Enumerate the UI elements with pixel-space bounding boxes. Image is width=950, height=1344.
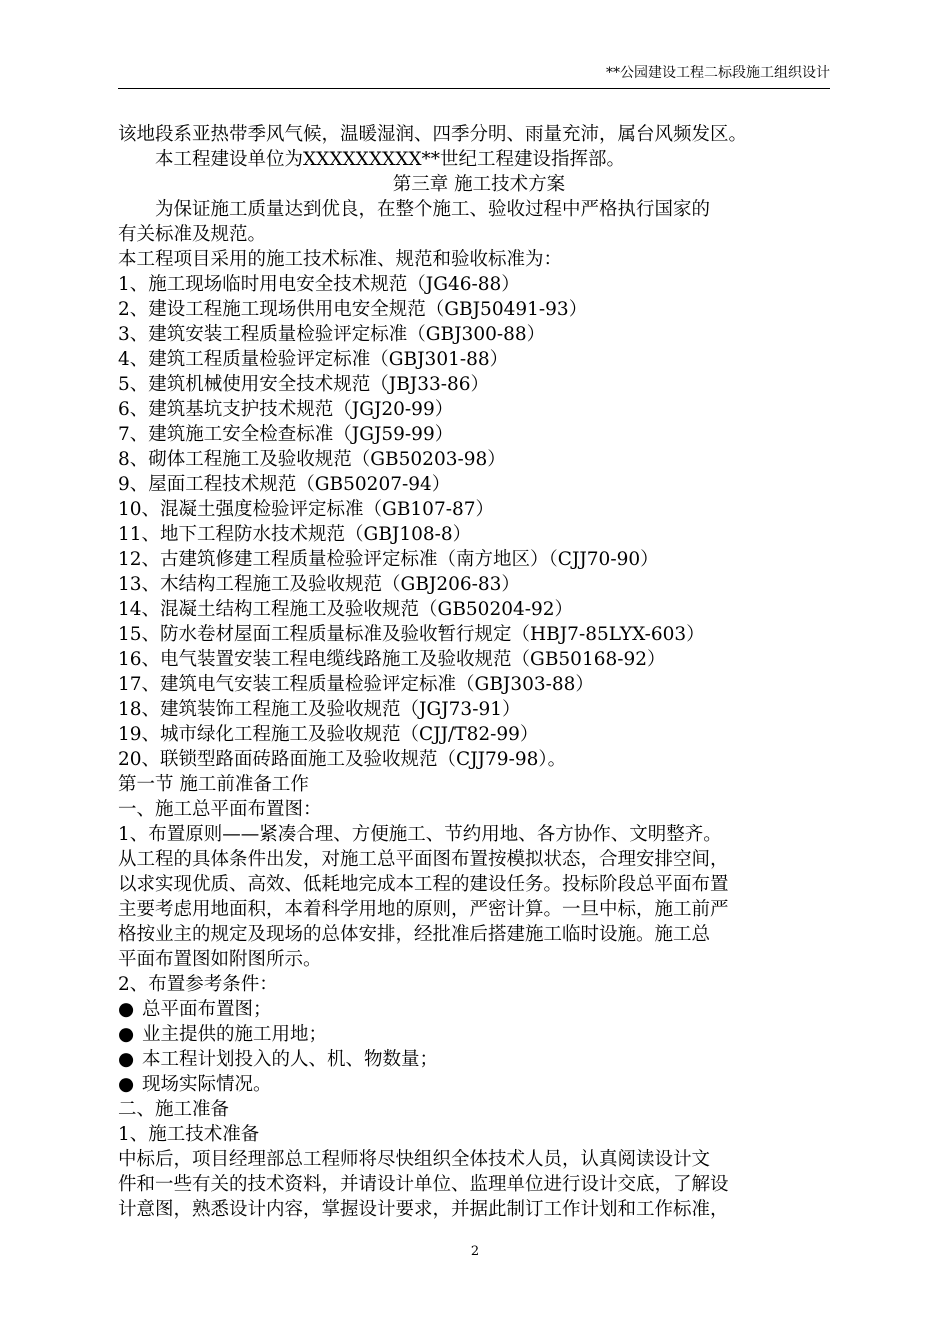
paragraph-line: 主要考虑用地面积，本着科学用地的原则，严密计算。一旦中标，施工前严: [118, 899, 729, 920]
page-number: 2: [470, 1244, 480, 1259]
bullet-text: 现场实际情况。: [142, 1074, 272, 1095]
bullet-item: [118, 997, 840, 1022]
standard-item: 10、混凝土强度检验评定标准（GB107-87）: [118, 499, 495, 520]
bullet-icon: ●: [118, 1049, 135, 1070]
paragraph-line: 以求实现优质、高效、低耗地完成本工程的建设任务。投标阶段总平面布置: [118, 874, 729, 895]
intro-line-owner: 本工程建设单位为XXXXXXXXX**世纪工程建设指挥部。: [155, 149, 626, 170]
header-rule: [118, 88, 830, 89]
standard-item: 9、屋面工程技术规范（GB50207-94）: [118, 474, 451, 495]
paragraph-line: 格按业主的规定及现场的总体安排，经批准后搭建施工临时设施。施工总: [118, 924, 711, 945]
tech-prep-paragraph: [118, 1147, 840, 1222]
subsection-title: 一、施工总平面布置图：: [118, 799, 322, 820]
section-title: 第一节 施工前准备工作: [118, 774, 309, 795]
standard-item: 17、建筑电气安装工程质量检验评定标准（GBJ303-88）: [118, 674, 594, 695]
paragraph-line: 从工程的具体条件出发，对施工总平面图布置按模拟状态，合理安排空间，: [118, 849, 729, 870]
standard-item: 11、地下工程防水技术规范（GBJ108-8）: [118, 524, 472, 545]
standard-item: 1、施工现场临时用电安全技术规范（JG46-88）: [118, 274, 520, 295]
conditions-title: 2、布置参考条件：: [118, 974, 278, 995]
chapter-intro-line: 有关标准及规范。: [118, 224, 267, 245]
chapter-intro-line: 为保证施工质量达到优良，在整个施工、验收过程中严格执行国家的: [155, 199, 711, 220]
standard-item: 18、建筑装饰工程施工及验收规范（JGJ73-91）: [118, 699, 521, 720]
running-header: **公园建设工程二标段施工组织设计: [606, 65, 830, 81]
standard-item: 19、城市绿化工程施工及验收规范（CJJ/T82-99）: [118, 724, 539, 745]
paragraph-line: 件和一些有关的技术资料，并请设计单位、监理单位进行设计交底，了解设: [118, 1174, 729, 1195]
conditions-list: [118, 997, 840, 1097]
standard-item: 5、建筑机械使用安全技术规范（JBJ33-86）: [118, 374, 490, 395]
bullet-icon: ●: [118, 999, 135, 1020]
standard-item: 7、建筑施工安全检查标准（JGJ59-99）: [118, 424, 454, 445]
bullet-item: [118, 1072, 840, 1097]
bullet-text: 总平面布置图；: [142, 999, 272, 1020]
standard-item: 16、电气装置安装工程电缆线路施工及验收规范（GB50168-92）: [118, 649, 666, 670]
bullet-icon: ●: [118, 1024, 135, 1045]
standard-item: 4、建筑工程质量检验评定标准（GBJ301-88）: [118, 349, 509, 370]
standard-item: 2、建设工程施工现场供用电安全规范（GBJ50491-93）: [118, 299, 588, 320]
bullet-text: 本工程计划投入的人、机、物数量；: [142, 1049, 439, 1070]
standards-lead: 本工程项目采用的施工技术标准、规范和验收标准为：: [118, 249, 563, 270]
bullet-item: [118, 1047, 840, 1072]
bullet-icon: ●: [118, 1074, 135, 1095]
subsection-title: 二、施工准备: [118, 1099, 230, 1120]
intro-line-climate: 该地段系亚热带季风气候，温暖湿润、四季分明、雨量充沛，属台风频发区。: [118, 124, 748, 145]
tech-prep-title: 1、施工技术准备: [118, 1124, 260, 1145]
bullet-item: [118, 1022, 840, 1047]
standard-item: 8、砌体工程施工及验收规范（GB50203-98）: [118, 449, 506, 470]
standard-item: 15、防水卷材屋面工程质量标准及验收暂行规定（HBJ7-85LYX-603）: [118, 624, 705, 645]
principle-paragraph: [118, 822, 840, 972]
standard-item: 12、古建筑修建工程质量检验评定标准（南方地区）（CJJ70-90）: [118, 549, 659, 570]
paragraph-line: 1、布置原则——紧凑合理、方便施工、节约用地、各方协作、文明整齐。: [118, 824, 722, 845]
standards-list: [118, 272, 840, 772]
standard-item: 13、木结构工程施工及验收规范（GBJ206-83）: [118, 574, 520, 595]
standard-item: 20、联锁型路面砖路面施工及验收规范（CJJ79-98）。: [118, 749, 567, 770]
paragraph-line: 平面布置图如附图所示。: [118, 949, 322, 970]
paragraph-line: 中标后，项目经理部总工程师将尽快组织全体技术人员，认真阅读设计文: [118, 1149, 711, 1170]
bullet-text: 业主提供的施工用地；: [142, 1024, 328, 1045]
chapter-title: 第三章 施工技术方案: [392, 174, 566, 195]
document-body: [118, 122, 840, 1222]
standard-item: 14、混凝土结构工程施工及验收规范（GB50204-92）: [118, 599, 574, 620]
standard-item: 3、建筑安装工程质量检验评定标准（GBJ300-88）: [118, 324, 546, 345]
standard-item: 6、建筑基坑支护技术规范（JGJ20-99）: [118, 399, 454, 420]
paragraph-line: 计意图，熟悉设计内容，掌握设计要求，并据此制订工作计划和工作标准，: [118, 1199, 729, 1220]
